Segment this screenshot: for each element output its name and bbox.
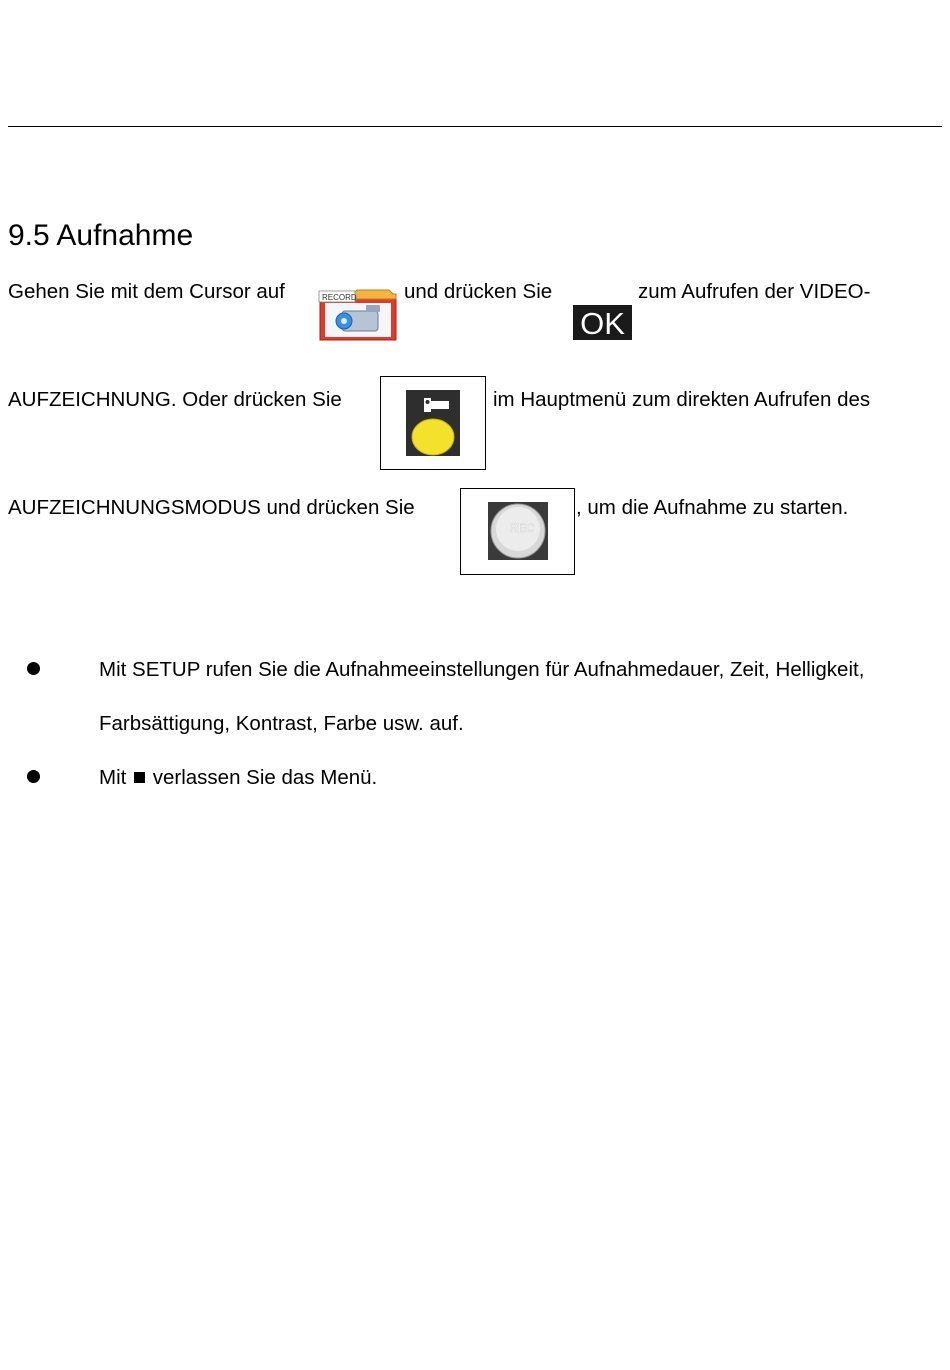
paragraph-line1-part2: und drücken Sie <box>404 280 553 303</box>
svg-text:RECORD: RECORD <box>322 293 357 302</box>
bullet-2 <box>99 765 377 791</box>
svg-text:OK: OK <box>580 306 625 340</box>
paragraph-line1-part3: zum Aufrufen der VIDEO- <box>638 280 871 303</box>
bullet-dot <box>27 662 40 675</box>
paragraph-line3-part2: , um die Aufnahme zu starten. <box>576 496 849 519</box>
svg-text:REC: REC <box>509 521 535 535</box>
header-rule <box>8 126 942 127</box>
paragraph-line1-part1: Gehen Sie mit dem Cursor auf <box>8 280 285 303</box>
rec-button-icon <box>460 488 575 575</box>
stop-square-icon <box>134 772 145 783</box>
bullet-2-before: Mit <box>99 766 127 789</box>
bullet-2-after: verlassen Sie das Menü. <box>152 766 378 789</box>
record-camera-icon <box>317 289 399 341</box>
paragraph-line2-part1: AUFZEICHNUNG. Oder drücken Sie <box>8 388 342 411</box>
bullet-1-line1: Mit SETUP rufen Sie die Aufnahmeeinstellungen für Aufnahmedauer, Zeit, Helligkeit, <box>99 658 865 681</box>
bullet-1-line2: Farbsättigung, Kontrast, Farbe usw. auf. <box>99 712 464 735</box>
bullet-dot <box>27 770 40 783</box>
yellow-record-button-icon <box>380 376 486 470</box>
paragraph-line2-part2: im Hauptmenü zum direkten Aufrufen des <box>493 388 871 411</box>
ok-button-icon <box>573 305 632 340</box>
section-heading: 9.5 Aufnahme <box>8 219 194 252</box>
paragraph-line3-part1: AUFZEICHNUNGSMODUS und drücken Sie <box>8 496 415 519</box>
